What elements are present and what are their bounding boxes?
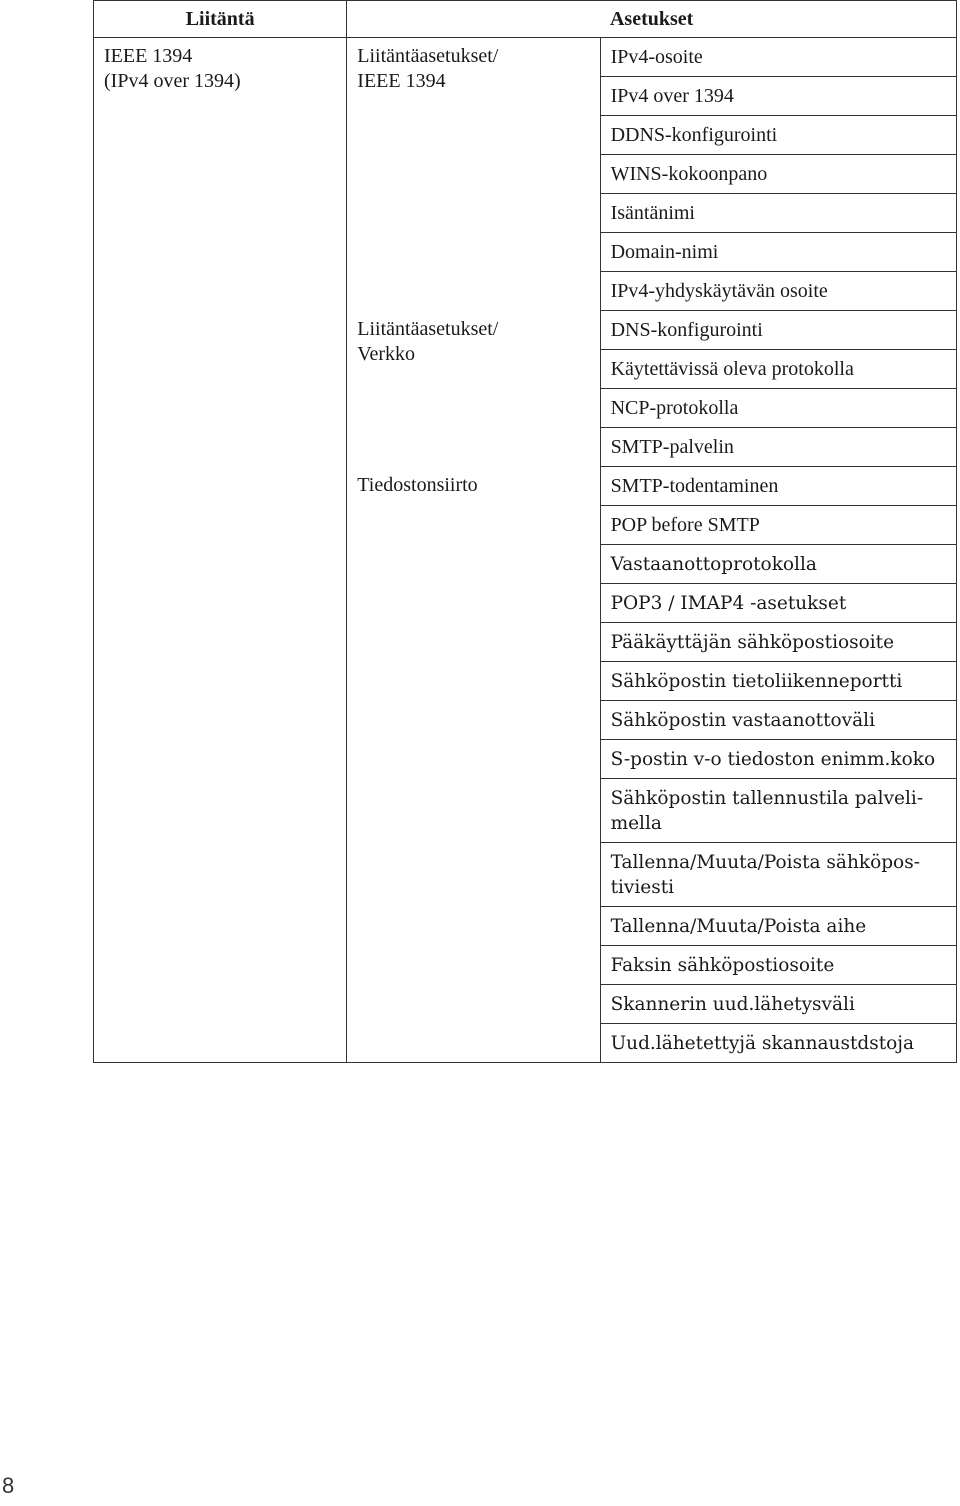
setting-item: Sähköpostin tietoliikenneportti [601,662,956,701]
setting-item: Tallenna/Muuta/Poista sähköpos- tiviesti [601,843,956,907]
setting-item: Isäntänimi [601,194,956,233]
setting-item: Uud.lähetettyjä skannaustdstoja [610,1033,915,1054]
settings-list [601,38,956,1062]
table-header-row [94,1,957,38]
setting-item: SMTP-todentaminen [601,467,956,506]
setting-item: DNS-konfigurointi [601,311,956,350]
group-label-ieee1394: Liitäntäasetukset/ IEEE 1394 [357,45,499,92]
header-settings: Asetukset [347,1,957,38]
setting-item: S-postin v-o tiedoston enimm.koko [601,740,956,779]
settings-cell [600,38,956,1063]
group-label-file-transfer: Tiedostonsiirto [357,474,478,496]
interface-name: IEEE 1394 (IPv4 over 1394) [104,45,241,92]
setting-item: Tallenna/Muuta/Poista aihe [601,907,956,946]
header-interface: Liitäntä [94,1,347,38]
setting-item: Pääkäyttäjän sähköpostiosoite [601,623,956,662]
setting-item: NCP-protokolla [601,389,956,428]
interface-cell [94,38,347,1063]
setting-item: SMTP-palvelin [601,428,956,467]
group-cell [347,38,600,1063]
setting-item: IPv4 over 1394 [601,77,956,116]
setting-item: IPv4-osoite [601,38,956,77]
setting-item: Sähköpostin tallennustila palveli- mella [601,779,956,843]
setting-item: DDNS-konfigurointi [601,116,956,155]
settings-table [93,0,957,1063]
setting-item: Faksin sähköpostiosoite [601,946,956,985]
setting-item: Sähköpostin vastaanottoväli [601,701,956,740]
table-body-row [94,38,957,1063]
setting-item: Domain-nimi [601,233,956,272]
setting-item: Käytettävissä oleva protokolla [601,350,956,389]
setting-item: WINS-kokoonpano [601,155,956,194]
setting-item: POP3 / IMAP4 -asetukset [601,584,956,623]
setting-item: IPv4-yhdyskäytävän osoite [601,272,956,311]
page-number: 8 [2,1473,15,1498]
setting-item: POP before SMTP [601,506,956,545]
setting-item: Skannerin uud.lähetysväli [601,985,956,1024]
group-label-network: Liitäntäasetukset/ Verkko [357,318,499,365]
setting-item: Vastaanottoprotokolla [601,545,956,584]
